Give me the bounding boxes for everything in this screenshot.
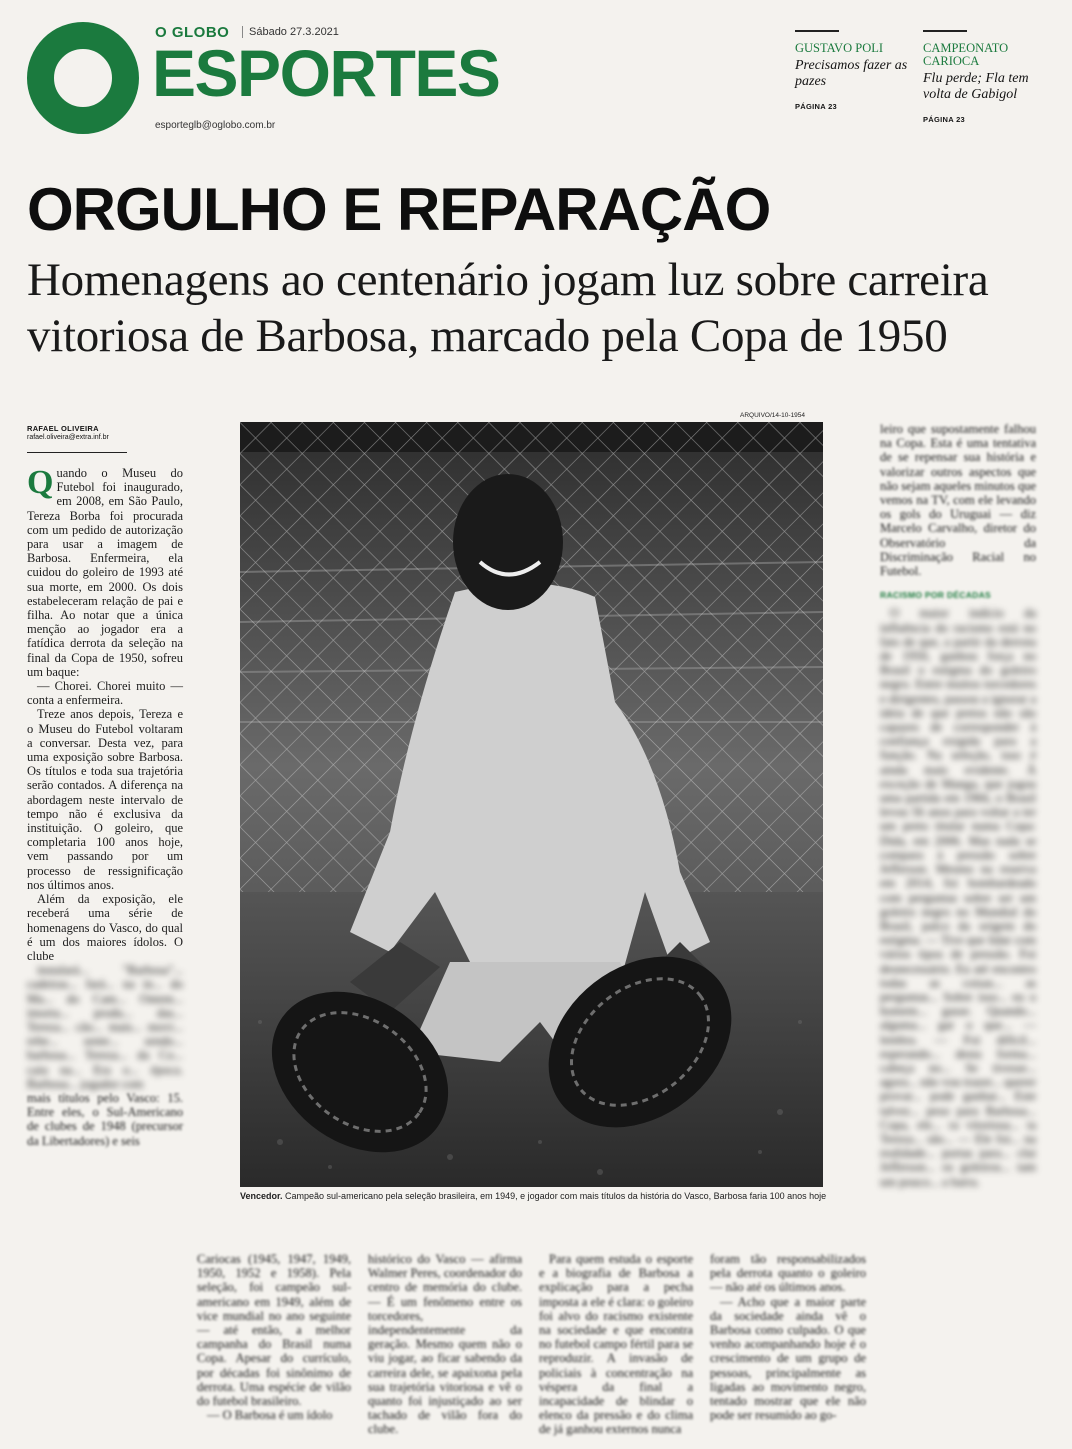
paragraph: foram tão responsabilizados pela derrota quanto o goleiro — não até os últimos anos. [710, 1252, 866, 1295]
paragraph: — Chorei. Chorei muito — conta a enfermeira. [27, 679, 183, 708]
paragraph: Treze anos depois, Tereza e o Museu do Futebol voltaram a conversar. Desta vez, para uma exposição sobre Barbosa. Os títulos e toda sua trajetória serão contados. A diferença na abordagem neste intervalo de tempo não é exclusiva da instituição. O goleiro, que completaria 100 anos hoje, vem passando por um processo de ressignificação nos últimos anos. [27, 707, 183, 892]
dropcap: Q [27, 464, 54, 501]
teaser-kicker: GUSTAVO POLI [795, 41, 884, 55]
paragraph: histórico do Vasco — afirma Walmer Peres, coordenador do centro de memória do clube. — É um fenômeno entre os torcedores, independentemente da geração. Mesmo quem não o viu jogar, ao ficar sabendo da carreira dele, se apaixona pela sua trajetória vitoriosa e vê o quanto foi injustiçado ao ser tachado de vilão fora do clube. [368, 1252, 522, 1437]
paragraph-text: uando o Museu do Futebol foi inaugurado, em 2008, em São Paulo, Tereza Borba foi procurada com um pedido de autorização para usar a imagem de Barbosa. Enfermeira, ela cuidou do goleiro de 1993 até sua morte, em 2000. Os dois estabeleceram relação de pai e filha. Ao notar que a única menção ao jogador era a fatídica derrota da seleção na final da Copa de 1950, sofreu um baque: [27, 466, 183, 679]
brand-name: O GLOBO [155, 24, 230, 41]
paragraph: mais títulos pelo Vasco: 15. Entre eles, o Sul-Americano de clubes de 1948 (precursor da Libertadores) e seis [27, 1090, 183, 1148]
paragraph: leiro que supostamente falhou na Copa. Esta é uma tentativa de se repensar sua história e valorizar outros aspectos que não sejam aqueles minutos que vemos na TV, com ele levando os gols do Uruguai — diz Marcelo Carvalho, diretor do Observatório da Discriminação Racial no Futebol. [880, 422, 1036, 579]
section-subtitle: RACISMO POR DÉCADAS [880, 590, 992, 601]
issue-date: Sábado 27.3.2021 [242, 26, 339, 38]
subheadline: Homenagens ao centenário jogam luz sobre carreira vitoriosa de Barbosa, marcado pela Copa de 1950 [27, 254, 989, 362]
byline-divider [27, 452, 127, 453]
teaser-title[interactable]: Precisamos fazer as pazes [795, 58, 908, 89]
paragraph: Para quem estuda o esporte e a biografia de Barbosa a explicação para a pecha imposta a ele é clara: o goleiro foi alvo do racismo existente na sociedade e que encontra no futebol campo fértil para se reproduzir. A invasão de policiais à concentração na véspera da final a incapacidade de blindar o elenco da pressão e do clima de já ganhou externos nunca [539, 1252, 693, 1437]
photo-caption [240, 1191, 827, 1201]
paragraph [27, 466, 183, 679]
article-column-5 [710, 1252, 866, 1422]
teaser-kicker: CAMPEONATO CARIOCA [923, 41, 1009, 68]
headline: ORGULHO E REPARAÇÃO [27, 176, 771, 243]
byline-email: rafael.oliveira@extra.inf.br [27, 434, 109, 441]
article-column-6 [880, 422, 1036, 1189]
teaser-page: PÁGINA 23 [923, 115, 966, 124]
paragraph: — Acho que a maior parte da sociedade ainda vê o Barbosa como culpado. O que venho acompanhando hoje é o crescimento de um grupo de pessoas, principalmente as ligadas ao movimento negro, tentado mostrar que ele não pode ser resumido ao go- [710, 1294, 866, 1423]
paragraph-blurred: instalará... "Barbosa"... cadeiras... fará... na in... do Ma... do Cam... Ontem... imorta... produ... das... Tereza... cão... mais... movi... rebe... sente... sendo... barbosa... Tereza... da Co... caiu na... Era o... época. Barbosa... jogador com [27, 963, 183, 1091]
byline-name: RAFAEL OLIVEIRA [27, 424, 99, 433]
photo-credit: ARQUIVO/14-10-1954 [740, 412, 806, 419]
paragraph: — O Barbosa é um ídolo [207, 1408, 333, 1423]
photo-image [240, 422, 823, 1187]
section-email: esporteglb@oglobo.com.br [155, 120, 276, 131]
article-column-2 [197, 1252, 351, 1422]
caption-label: Vencedor. [240, 1191, 283, 1201]
article-column-3 [368, 1252, 522, 1437]
paragraph: Cariocas (1945, 1947, 1949, 1950, 1952 e 1958). Pela seleção, foi campeão sul-americano em 1949, além de vice mundial no ano seguinte — até então, a melhor campanha do Brasil numa Copa. Apesar do currículo, por décadas foi sinônimo de derrota. Uma espécie de vilão do futebol brasileiro. [197, 1252, 351, 1409]
barbosa-photo [240, 422, 823, 1187]
teaser-campeonato-carioca[interactable] [923, 30, 1048, 124]
teaser-title[interactable]: Flu perde; Fla tem volta de Gabigol [923, 71, 1029, 102]
article-column-1 [27, 466, 183, 1148]
o-globo-logo-icon [27, 22, 139, 134]
teaser-gustavo-poli[interactable] [795, 30, 925, 111]
paragraph: Além da exposição, ele receberá uma série de homenagens do Vasco, do qual é um dos maiores ídolos. O clube [27, 892, 183, 963]
teaser-rule [795, 30, 839, 32]
paragraph-blurred: O maior indício da influência do racismo está no fato de que, a partir da derrota de 1950, ganhou força no Brasil o estigma do goleiro negro. Entre muitos torcedores e dirigentes, passou a ignorar a ideia de que pretos não são capazes de corresponder à confiança exigida para a função. Na seleção, isso é ainda mais evidente. À exceção de Manga, que jogou uma partida em 1966, o Brasil levou 56 anos para voltar a ter um preto titular numa Copa: Dida, em 2006. Mas nada se compara à pressão sobre Jefferson. Mesmo na reserva em 2014, foi bombardeado com perguntas sobre ser um goleiro negro no Mundial do Brasil, palco da origem do estigma. — Tive que lidar com vários tipos de pressão. Foi desnecessário. Eu até encontro todas as coisas... as perguntas... Sobre isso... eu o homem... gasse. Quando... alguma... gar o que... — lembra. — Foi difícil... esperando... desta forma... cabeça no... Se tivesse... agora... não vou trazer... querer provar... pode ganhar... Este talvez... peso para Barbosa... Copa, ele... ra vitoriosa... ta Tereza... são... — Ele foi... na realidade... portas para... clui Jefferson... os goleiros... tam um pouco... a barra. [880, 606, 1036, 1189]
teaser-rule [923, 30, 967, 32]
section-title: ESPORTES [152, 36, 500, 110]
teaser-page: PÁGINA 23 [795, 102, 838, 111]
caption-text: Campeão sul-americano pela seleção brasileira, em 1949, e jogador com mais títulos da história do Vasco, Barbosa faria 100 anos hoje [282, 1191, 827, 1201]
article-column-4 [539, 1252, 693, 1437]
